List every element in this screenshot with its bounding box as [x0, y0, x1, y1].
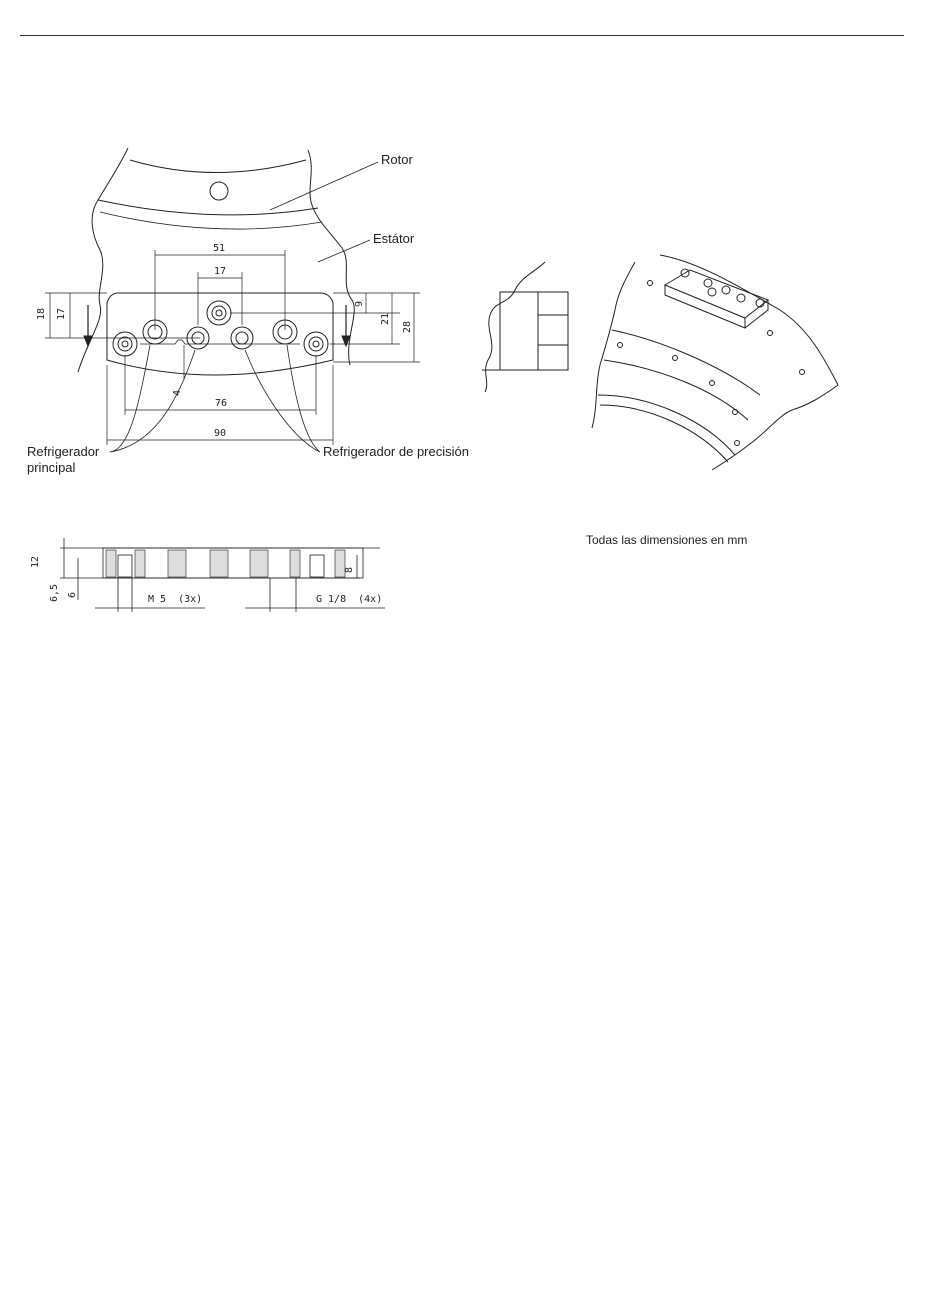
dim-9: 9 — [354, 300, 365, 307]
dim-6-5: 6,5 — [49, 583, 60, 602]
main-cooler-label-line1: Refrigerador — [27, 444, 100, 459]
dim-21: 21 — [380, 312, 391, 325]
main-cooler-label-line2: principal — [27, 460, 76, 475]
dim-8: 8 — [344, 566, 355, 573]
dim-17-horizontal: 17 — [214, 266, 227, 277]
isometric-view — [592, 255, 838, 470]
precision-cooler-label: Refrigerador de precisión — [323, 444, 469, 459]
dim-17-vertical: 17 — [56, 307, 67, 320]
dim-28: 28 — [402, 320, 413, 333]
dim-76: 76 — [215, 398, 228, 409]
dim-51: 51 — [213, 243, 226, 254]
dim-18: 18 — [36, 307, 47, 320]
thread-m5-label: M 5 (3x) — [148, 594, 203, 605]
stator-label: Estátor — [373, 231, 415, 246]
side-view — [482, 262, 568, 392]
dim-6: 6 — [67, 591, 78, 598]
dim-12: 12 — [30, 555, 41, 568]
front-view — [45, 148, 420, 452]
dim-90: 90 — [214, 428, 227, 439]
thread-g18-label: G 1/8 (4x) — [316, 594, 383, 605]
units-note: Todas las dimensiones en mm — [586, 533, 748, 547]
dim-4: 4 — [172, 389, 183, 396]
rotor-label: Rotor — [381, 152, 413, 167]
